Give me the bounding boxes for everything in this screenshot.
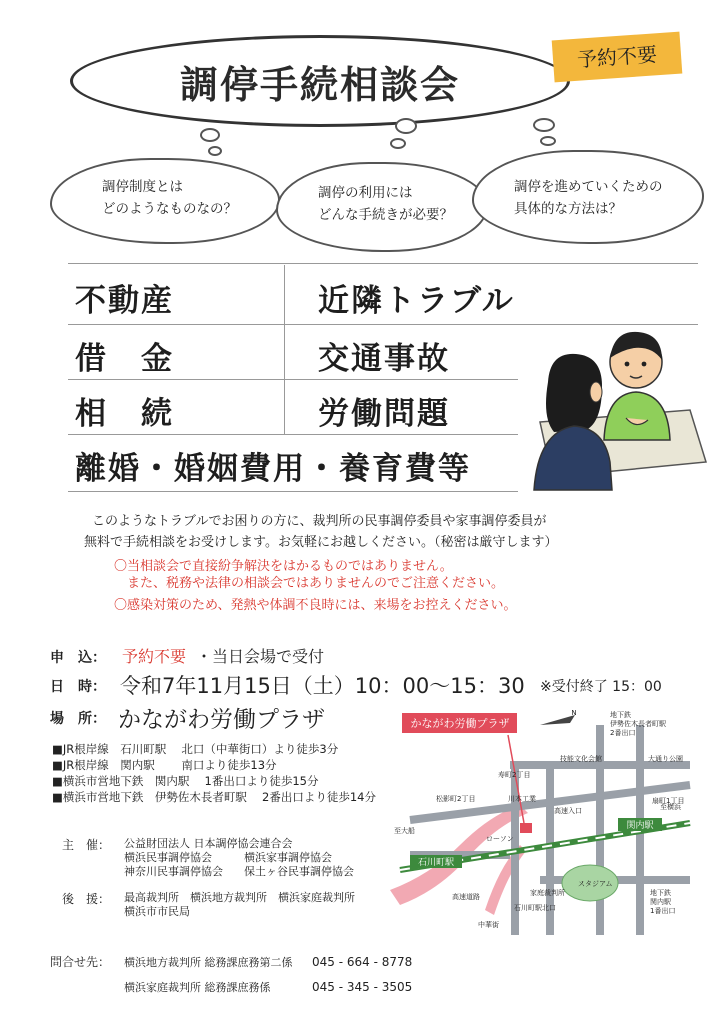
support-line-1: 最高裁判所 横浜地方裁判所 横浜家庭裁判所 xyxy=(124,891,355,904)
map-venue-label: かながわ労働プラザ xyxy=(410,717,510,730)
access-item: ■JR根岸線 石川町駅 北口（中華街口）より徒歩3分 xyxy=(52,742,339,756)
note-2: 〇感染対策のため、発熱や体調不良時には、来場をお控えください。 xyxy=(114,598,517,613)
map-label: 川本工業 xyxy=(508,795,536,803)
support-label: 後 援： xyxy=(62,892,111,906)
map-label: 高速入口 xyxy=(554,807,582,815)
map-station-label: 関内駅 xyxy=(626,821,654,831)
apply-label: 申 込： xyxy=(50,650,106,666)
compass-arrow-icon xyxy=(540,715,575,725)
divider-vertical xyxy=(284,265,285,434)
map-label: 至大船 xyxy=(394,827,415,835)
apply-rest: ・当日会場で受付 xyxy=(196,647,325,666)
access-item: ■横浜市営地下鉄 関内駅 1番出口より徒歩15分 xyxy=(52,774,319,788)
map-label: 石川町駅北口 xyxy=(514,904,556,912)
contact-label: 問合せ先： xyxy=(50,955,111,969)
map-label: 関内駅 xyxy=(650,898,671,906)
map-label: 地下鉄 xyxy=(610,711,631,719)
contact-tel-1: 045 - 664 - 8778 xyxy=(312,955,413,969)
no-reservation-badge: 予約不要 xyxy=(552,32,683,83)
map-compass-label: N xyxy=(571,709,577,717)
organizer-line-2a: 横浜民事調停協会 xyxy=(124,851,212,864)
cloud-line: 調停を進めていくための xyxy=(514,179,663,195)
divider xyxy=(68,434,518,435)
organizer-line-2b: 横浜家事調停協会 xyxy=(244,851,332,864)
note-1b: また、税務や法律の相談会ではありませんのでご注意ください。 xyxy=(114,576,505,591)
date-label: 日 時： xyxy=(50,679,106,695)
map-label: 技能文化会館 xyxy=(560,755,602,763)
contact-tel-2: 045 - 345 - 3505 xyxy=(312,980,413,994)
map-label: 至横浜 xyxy=(660,803,681,811)
thought-bubble xyxy=(395,118,417,134)
map-label: スタジアム xyxy=(578,880,613,888)
organizer-line-3b: 保土ヶ谷民事調停協会 xyxy=(244,865,354,878)
map-venue-marker xyxy=(520,823,532,833)
contact-org-2: 横浜家庭裁判所 総務課庶務係 xyxy=(124,981,271,994)
divider xyxy=(68,491,518,492)
map-label: 家庭裁判所 xyxy=(530,889,565,897)
cloud-line: 調停制度とは xyxy=(102,179,183,195)
map-label: 2番出口 xyxy=(610,729,636,737)
date-value: 令和7年11月15日（土）10：00〜15：30 xyxy=(120,674,525,698)
thought-bubble xyxy=(200,128,220,142)
map-label: ローソン xyxy=(486,835,514,843)
page-title: 調停手続相談会 xyxy=(179,63,460,107)
organizer-line-3a: 神奈川民事調停協会 xyxy=(124,865,223,878)
map-label: 中華街 xyxy=(478,921,499,929)
map-label: 寿町2丁目 xyxy=(498,771,531,779)
topic-neighbor-trouble: 近隣トラブル xyxy=(318,283,515,319)
map-label: 地下鉄 xyxy=(650,889,671,897)
cloud-line: どのようなものなの？ xyxy=(102,201,237,217)
access-item: ■横浜市営地下鉄 伊勢佐木長者町駅 2番出口より徒歩14分 xyxy=(52,790,376,804)
map-label: 1番出口 xyxy=(650,907,676,915)
contact-org-1: 横浜地方裁判所 総務課庶務第二係 xyxy=(124,956,293,969)
topic-debt: 借 金 xyxy=(75,341,174,377)
thought-bubble xyxy=(390,138,406,149)
thought-bubble xyxy=(533,118,555,132)
map-label: 松影町2丁目 xyxy=(436,795,476,803)
topic-divorce: 離婚・婚姻費用・養育費等 xyxy=(75,451,471,487)
access-list xyxy=(52,741,376,805)
map-label: 高速道路 xyxy=(452,893,480,901)
cloud-line: 調停の利用には xyxy=(318,185,413,201)
date-note: ※受付終了 15：00 xyxy=(540,679,662,695)
topic-traffic-accident: 交通事故 xyxy=(318,341,450,377)
question-cloud-3-text xyxy=(514,176,663,220)
note-1a: 〇当相談会で直接紛争解決をはかるものではありません。 xyxy=(114,559,453,574)
thought-bubble xyxy=(208,146,222,156)
access-item: ■JR根岸線 関内駅 南口より徒歩13分 xyxy=(52,758,277,772)
question-cloud-1-text xyxy=(102,176,237,220)
thought-bubble xyxy=(540,136,556,146)
organizer-line-1: 公益財団法人 日本調停協会連合会 xyxy=(124,837,293,850)
support-line-2: 横浜市市民局 xyxy=(124,905,190,918)
intro-line-2: 無料で手続相談をお受けします。お気軽にお越しください。（秘密は厳守します） xyxy=(84,535,558,550)
consultation-illustration xyxy=(530,322,708,492)
place-label: 場 所： xyxy=(50,711,106,727)
topic-real-estate: 不動産 xyxy=(75,283,174,319)
topic-inheritance: 相 続 xyxy=(75,396,174,432)
topic-labor-issues: 労働問題 xyxy=(318,396,450,432)
place-value: かながわ労働プラザ xyxy=(118,707,325,733)
map-label: 伊勢佐木長者町駅 xyxy=(610,720,666,728)
map-label: 扇町1丁目 xyxy=(652,797,685,805)
cloud-line: どんな手続きが必要？ xyxy=(318,207,453,223)
divider xyxy=(68,379,518,380)
intro-line-1: このようなトラブルでお困りの方に、裁判所の民事調停委員や家事調停委員が xyxy=(92,514,547,529)
map-label: 大通り公園 xyxy=(648,755,683,763)
organizer-label: 主 催： xyxy=(62,838,111,852)
question-cloud-2-text xyxy=(318,182,453,226)
apply-no-reservation: 予約不要 xyxy=(122,647,187,666)
divider xyxy=(68,263,698,264)
cloud-line: 具体的な方法は？ xyxy=(514,201,622,217)
map-station-label: 石川町駅 xyxy=(417,858,455,868)
access-map xyxy=(390,705,695,945)
